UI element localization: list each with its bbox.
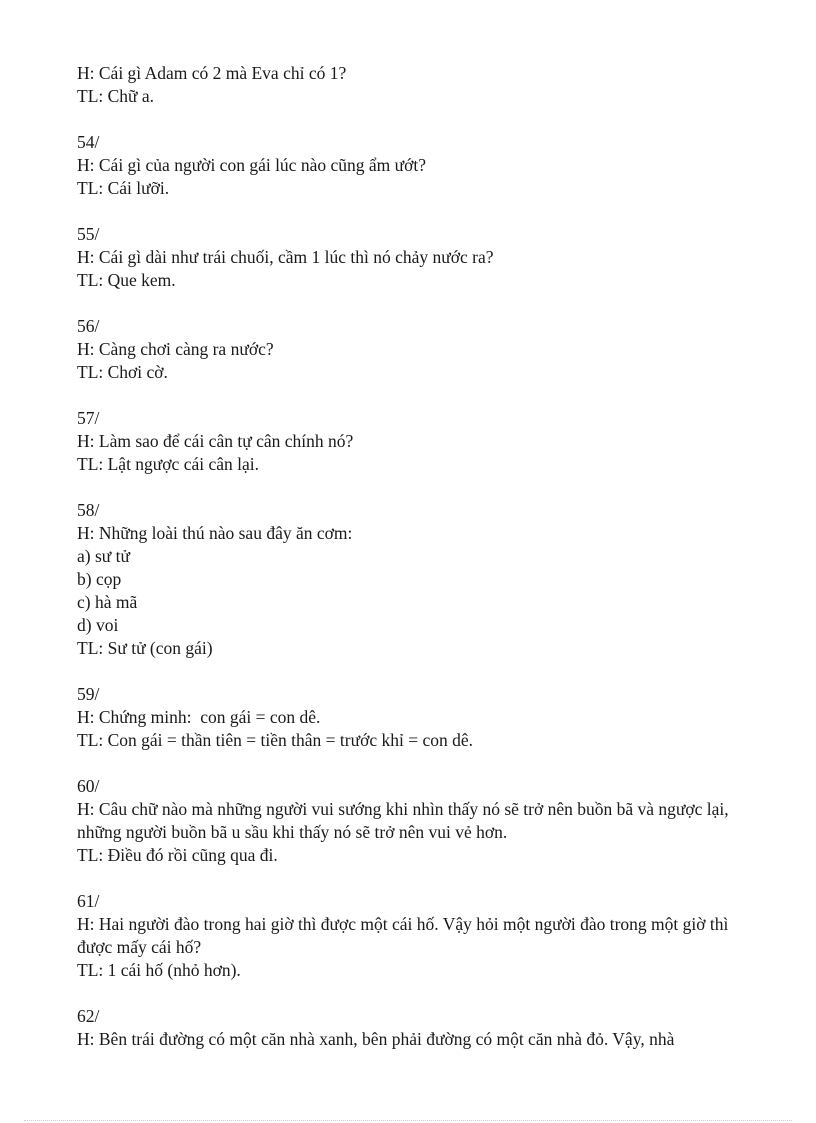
- question-text: H: Cái gì của người con gái lúc nào cũng ẩm ướt?: [77, 155, 426, 175]
- answer-text: TL: Cái lưỡi.: [77, 178, 170, 198]
- riddle-60: [77, 775, 757, 867]
- riddle-number: 56/: [77, 316, 100, 336]
- riddle-number: 58/: [77, 500, 100, 520]
- riddle-number: 60/: [77, 776, 100, 796]
- answer-text: TL: Con gái = thần tiên = tiền thân = trước khỉ = con dê.: [77, 730, 473, 750]
- page-bottom-divider: [24, 1120, 792, 1121]
- riddle-number: 55/: [77, 224, 100, 244]
- riddle-58: [77, 499, 757, 660]
- riddle-61: [77, 890, 757, 982]
- answer-text: TL: Chữ a.: [77, 86, 155, 106]
- riddle-57: [77, 407, 757, 476]
- question-text: H: Những loài thú nào sau đây ăn cơm:: [77, 523, 353, 543]
- document-page: [77, 62, 757, 1074]
- question-text: H: Làm sao để cái cân tự cân chính nó?: [77, 431, 354, 451]
- riddle-intro: [77, 62, 757, 108]
- answer-text: TL: Que kem.: [77, 270, 176, 290]
- riddle-number: 59/: [77, 684, 100, 704]
- riddle-59: [77, 683, 757, 752]
- riddle-number: 54/: [77, 132, 100, 152]
- answer-text: TL: Điều đó rồi cũng qua đi.: [77, 845, 278, 865]
- riddle-number: 57/: [77, 408, 100, 428]
- question-text: H: Cái gì dài như trái chuối, cầm 1 lúc thì nó chảy nước ra?: [77, 247, 494, 267]
- option-item: d) voi: [77, 615, 119, 635]
- answer-text: TL: Lật ngược cái cân lại.: [77, 454, 259, 474]
- riddle-54: [77, 131, 757, 200]
- question-text: H: Chứng minh: con gái = con dê.: [77, 707, 321, 727]
- question-text: H: Càng chơi càng ra nước?: [77, 339, 274, 359]
- answer-text: TL: Sư tử (con gái): [77, 638, 213, 658]
- option-item: b) cọp: [77, 569, 122, 589]
- riddle-55: [77, 223, 757, 292]
- answer-text: TL: Chơi cờ.: [77, 362, 168, 382]
- riddle-number: 62/: [77, 1006, 100, 1026]
- answer-text: TL: 1 cái hố (nhỏ hơn).: [77, 960, 241, 980]
- riddle-56: [77, 315, 757, 384]
- option-item: a) sư tử: [77, 546, 130, 566]
- question-text: H: Cái gì Adam có 2 mà Eva chỉ có 1?: [77, 63, 347, 83]
- riddle-62: [77, 1005, 757, 1051]
- option-item: c) hà mã: [77, 592, 138, 612]
- question-text: H: Bên trái đường có một căn nhà xanh, bên phải đường có một căn nhà đỏ. Vậy, nhà: [77, 1029, 675, 1049]
- question-text: H: Hai người đào trong hai giờ thì được một cái hố. Vậy hỏi một người đào trong một giờ thì được mấy cái hố?: [77, 914, 733, 957]
- riddle-number: 61/: [77, 891, 100, 911]
- question-text: H: Câu chữ nào mà những người vui sướng khi nhìn thấy nó sẽ trở nên buồn bã và ngược lại, những người buồn bã u sầu khi thấy nó sẽ trở nên vui vẻ hơn.: [77, 799, 734, 842]
